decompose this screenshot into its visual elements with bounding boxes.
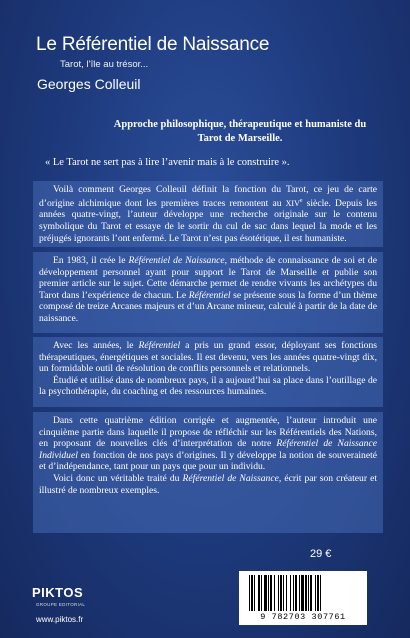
book-subtitle: Tarot, l’île au trésor... — [60, 59, 149, 70]
approach-heading — [90, 118, 390, 146]
text-block-3 — [33, 337, 383, 407]
publisher-tagline: GROUPE EDITORIAL — [36, 602, 86, 607]
p5-text-b: écrit par son créateur et illustré de nombreux exemples. — [39, 472, 378, 496]
approach-line-1: Approche philosophique, thérapeutique et humaniste du — [113, 119, 367, 130]
paragraph-2 — [39, 255, 377, 325]
publisher-logo: PIKTOS — [32, 585, 84, 600]
paragraph-1 — [39, 184, 377, 244]
p2-italic: Référentiel de Naissance — [128, 255, 225, 266]
p3-text-b: a pris un grand essor, déployant ses fonctions thérapeutiques, énergétiques et sociales. Il est devenu, vers les années quatre-vingt dix, un formidable outil de résolution de conflits personnels et relationnels. — [39, 340, 377, 375]
p2-text-a: En 1983, il crée le — [53, 255, 129, 266]
text-block-1 — [33, 181, 383, 247]
p1-text-a: Voilà comment Georges Colleuil définit la fonction du Tarot, ce jeu de carte d’origine alchimique dont les premières traces remontent au — [39, 184, 377, 209]
barcode-bars — [249, 575, 359, 611]
p3-italic: Référentiel — [138, 340, 181, 351]
p1-sup: e — [299, 197, 303, 204]
publisher-website: www.piktos.fr — [36, 615, 84, 624]
p4-italic: Référentiel de Naissance Individuel — [39, 438, 377, 461]
author-name: Georges Colleuil — [37, 76, 141, 92]
barcode — [239, 571, 367, 625]
text-block-2 — [33, 252, 383, 333]
paragraph-3 — [39, 340, 377, 375]
p4-text-b: en fonction de nos pays d’origines. Il y développe la notion de souveraineté et d’indépendance, tant pour un pays que pour un individu. — [39, 449, 377, 473]
p2-text-c: se présente sous la forme d’un thème composé de treize Arcanes majeurs et d’un Arcane mineur, calculé à partir de la date de naissance. — [39, 289, 377, 324]
p4-text-a: Dans cette quatrième édition corrigée et augmentée, l’auteur introduit une cinquième partie dans laquelle il propose de réfléchir sur les Référentiels des Nations, en proposant de nouvelles clés d’interprétation de notre — [39, 415, 377, 450]
paragraph-4 — [39, 415, 377, 473]
p1-century: XIV — [285, 198, 300, 208]
barcode-number: 9 782703 307761 — [260, 612, 346, 622]
approach-line-2: Tarot de Marseille. — [197, 133, 283, 144]
paragraph-5 — [39, 473, 377, 496]
p2-italic-2: Référentiel — [188, 289, 231, 301]
paragraph-3b: Étudié et utilisé dans de nombreux pays, il a aujourd’hui sa place dans l’outillage de la psychothérapie, du coaching et des ressources humaines. — [39, 374, 377, 398]
p1-text-b: siècle. Depuis les années quatre-vingt, l’auteur développe une recherche originale sur le contenu symbolique du Tarot et essaye de le sortir du cul de sac dans lequel la mode et les préjugés ignorants l’ont enfermé. Le Tarot n’est pas ésotérique, il est humaniste. — [39, 197, 377, 244]
price-label: 29 € — [310, 548, 332, 560]
text-block-4 — [33, 412, 383, 533]
p5-text-a: Voici donc un véritable traité du — [53, 472, 183, 484]
p3-text-a: Avec les années, le — [53, 340, 139, 351]
quote: « Le Tarot ne sert pas à lire l’avenir mais à le construire ». — [45, 157, 290, 168]
p5-italic: Référentiel de Naissance, — [182, 472, 282, 484]
book-title: Le Référentiel de Naissance — [36, 34, 270, 55]
p2-text-b: , méthode de connaissance de soi et de développement personnel ayant pour support le Tarot de Marseille et publie son premier article sur le sujet. Cette démarche permet de rendre vivants les archétypes du Tarot dans l’expérience de chacun. Le — [39, 255, 377, 301]
